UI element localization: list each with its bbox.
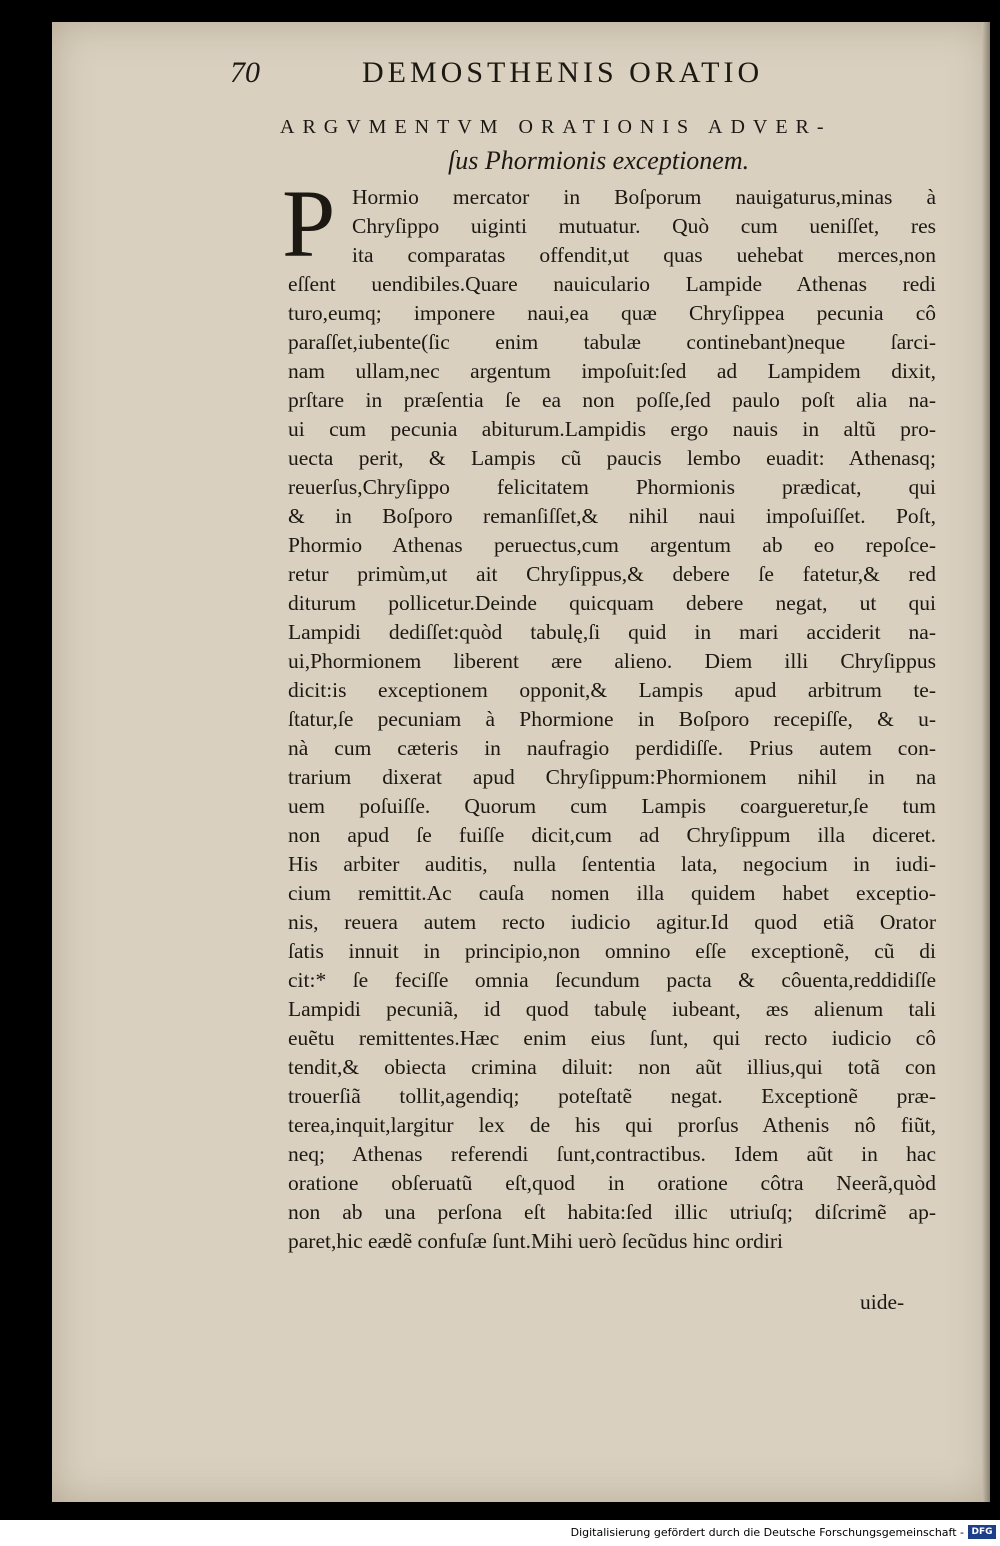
text-line: non ab una perſona eſt habita:ſed illic utriuſq; diſcrimẽ ap-: [288, 1200, 936, 1224]
text-line: eſſent uendibiles.Quare nauiculario Lampide Athenas redi: [288, 272, 936, 296]
text-line: nis, reuera autem recto iudicio agitur.Id quod etiã Orator: [288, 910, 936, 934]
text-line: His arbiter auditis, nulla ſententia lata, negocium in iudi-: [288, 852, 936, 876]
text-line: Lampidi pecuniã, id quod tabulę iubeant, æs alienum tali: [288, 997, 936, 1021]
text-line: uecta perit, & Lampis cũ paucis lembo euadit: Athenasq;: [288, 446, 936, 470]
text-line: paret,hic eædẽ confuſæ ſunt.Mihi uerò ſecũdus hinc ordiri: [288, 1229, 783, 1253]
text-line: trouerſiã tollit,agendiq; poteſtatẽ negat. Exceptionẽ præ-: [288, 1084, 936, 1108]
text-line: neq; Athenas referendi ſunt,contractibus. Idem aũt in hac: [288, 1142, 936, 1166]
text-line: cit:* ſe feciſſe omnia ſecundum pacta & côuenta,reddidiſſe: [288, 968, 936, 992]
text-line: ita comparatas offendit,ut quas uehebat merces,non: [352, 243, 936, 267]
text-line: turo,eumq; imponere naui,ea quæ Chryſippea pecunia cô: [288, 301, 936, 325]
text-line: cium remittit.Ac cauſa nomen illa quidem habet exceptio-: [288, 881, 936, 905]
text-line: Phormio Athenas peruectus,cum argentum ab eo repoſce-: [288, 533, 936, 557]
text-line: ſtatur,ſe pecuniam à Phormione in Boſporo recepiſſe, & u-: [288, 707, 936, 731]
text-line: ui,Phormionem liberent ære alieno. Diem illi Chryſippus: [288, 649, 936, 673]
drop-capital: P: [282, 170, 336, 277]
running-title: DEMOSTHENIS ORATIO: [362, 56, 764, 89]
text-line: trarium dixerat apud Chryſippum:Phormionem nihil in na: [288, 765, 936, 789]
text-line: & in Boſporo remanſiſſet,& nihil naui impoſuiſſet. Poſt,: [288, 504, 936, 528]
page-edge: [982, 22, 990, 1502]
text-line: prſtare in præſentia ſe ea non poſſe,ſed paulo poſt alia na-: [288, 388, 936, 412]
text-line: tendit,& obiecta crimina diluit: non aũt illius,qui totã con: [288, 1055, 936, 1079]
text-line: oratione obſeruatũ eſt,quod in oratione côtra Neerã,quòd: [288, 1171, 936, 1195]
text-line: paraſſet,iubente(ſic enim tabulæ continebant)neque ſarci-: [288, 330, 936, 354]
text-line: Chryſippo uiginti mutuatur. Quò cum ueniſſet, res: [352, 214, 936, 238]
text-line: Lampidi dediſſet:quòd tabulę,ſi quid in mari acciderit na-: [288, 620, 936, 644]
argument-title-line2: ſus Phormionis exceptionem.: [448, 146, 750, 175]
text-line: dicit:is exceptionem opponit,& Lampis apud arbitrum te-: [288, 678, 936, 702]
text-line: retur primùm,ut ait Chryſippus,& debere ſe fatetur,& red: [288, 562, 936, 586]
text-line: ui cum pecunia abiturum.Lampidis ergo nauis in altũ pro-: [288, 417, 936, 441]
text-line: nam ullam,nec argentum impoſuit:ſed ad Lampidem dixit,: [288, 359, 936, 383]
footer-credit: Digitalisierung gefördert durch die Deutsche Forschungsgemeinschaft -: [570, 1526, 964, 1539]
text-line: terea,inquit,largitur lex de his qui prorſus Athenis nô fiũt,: [288, 1113, 936, 1137]
text-line: non apud ſe fuiſſe dicit,cum ad Chryſippum illa diceret.: [288, 823, 936, 847]
text-line: Hormio mercator in Boſporum nauigaturus,minas à: [352, 185, 936, 209]
footer-bar: [0, 1520, 1000, 1546]
dfg-logo: DFG: [968, 1525, 996, 1539]
argument-title-line1: ARGVMENTVM ORATIONIS ADVER-: [280, 116, 832, 138]
body-text: [288, 183, 936, 1256]
text-line: ſatis innuit in principio,non omnino eſſe exceptionẽ, cũ di: [288, 939, 936, 963]
text-line: diturum pollicetur.Deinde quicquam debere negat, ut qui: [288, 591, 936, 615]
text-line: uem poſuiſſe. Quorum cum Lampis coargueretur,ſe tum: [288, 794, 936, 818]
text-line: reuerſus,Chryſippo felicitatem Phormionis prædicat, qui: [288, 475, 936, 499]
page-number: 70: [230, 56, 260, 89]
text-line: nà cum cæteris in naufragio perdidiſſe. Prius autem con-: [288, 736, 936, 760]
catchword: uide-: [860, 1290, 905, 1314]
text-line: euẽtu remittentes.Hæc enim eius ſunt, qui recto iudicio cô: [288, 1026, 936, 1050]
